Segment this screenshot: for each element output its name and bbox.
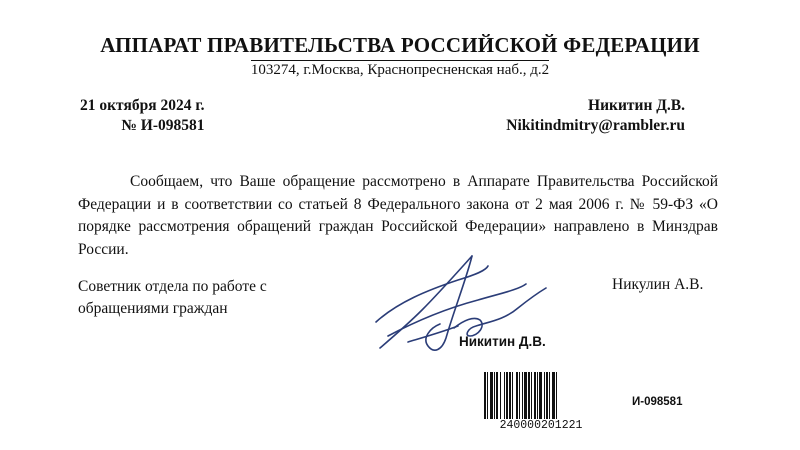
signature-stroke — [388, 284, 526, 336]
signer-position-line1: Советник отдела по работе с — [78, 278, 267, 295]
barcode-bar — [506, 372, 508, 419]
recipient-email: Nikitindmitry@rambler.ru — [506, 117, 685, 134]
signer-name: Никулин А.В. — [612, 276, 704, 293]
signature-stroke — [454, 288, 546, 336]
letter-body: Сообщаем, что Ваше обращение рассмотрено в Аппарате Правительства Российской Федерации и в соответствии со статьей 8 Федерального закона от 2 мая 2006 г. № 59-ФЗ «О порядке рассмотрения обращений граждан Российской Федерации» направлено в Минздрав России. — [78, 173, 718, 258]
barcode-bar — [494, 372, 495, 419]
barcode-bar — [487, 372, 488, 419]
barcode-bar — [504, 372, 505, 419]
signer-position — [78, 276, 267, 320]
barcode-bar — [556, 372, 557, 419]
barcode-number: 240000201221 — [499, 419, 583, 432]
signature-stroke — [376, 266, 488, 322]
barcode-bar — [539, 372, 542, 419]
barcode-bar — [496, 372, 498, 419]
barcode-bar — [524, 372, 527, 419]
barcode-bar — [534, 372, 536, 419]
barcode-bar — [552, 372, 555, 419]
barcode-bar — [528, 372, 530, 419]
barcode — [483, 372, 600, 419]
barcode-bar — [516, 372, 518, 419]
recipient-name: Никитин Д.В. — [588, 97, 685, 114]
barcode-bar — [519, 372, 520, 419]
barcode-bar — [537, 372, 538, 419]
barcode-bar — [490, 372, 493, 419]
organization-address — [0, 62, 800, 79]
document-code: И-098581 — [632, 396, 683, 408]
barcode-bar — [531, 372, 532, 419]
barcode-bar — [549, 372, 550, 419]
barcode-bar — [512, 372, 513, 419]
barcode-bar — [500, 372, 501, 419]
barcode-bar — [509, 372, 511, 419]
signer-position-line2: обращениями граждан — [78, 300, 228, 317]
address-text: 103274, г.Москва, Краснопресненская наб., д.2 — [250, 62, 550, 78]
organization-title: АППАРАТ ПРАВИТЕЛЬСТВА РОССИЙСКОЙ ФЕДЕРАЦИИ — [100, 33, 700, 57]
barcode-bar — [546, 372, 548, 419]
letter-number: № И-098581 — [121, 117, 205, 134]
recipient-block — [506, 96, 685, 136]
barcode-bar — [522, 372, 523, 419]
barcode-bar — [544, 372, 545, 419]
stamp-name: Никитин Д.В. — [459, 334, 546, 349]
letter-date: 21 октября 2024 г. — [80, 97, 205, 114]
barcode-bar — [484, 372, 486, 419]
letter-meta — [80, 96, 205, 136]
